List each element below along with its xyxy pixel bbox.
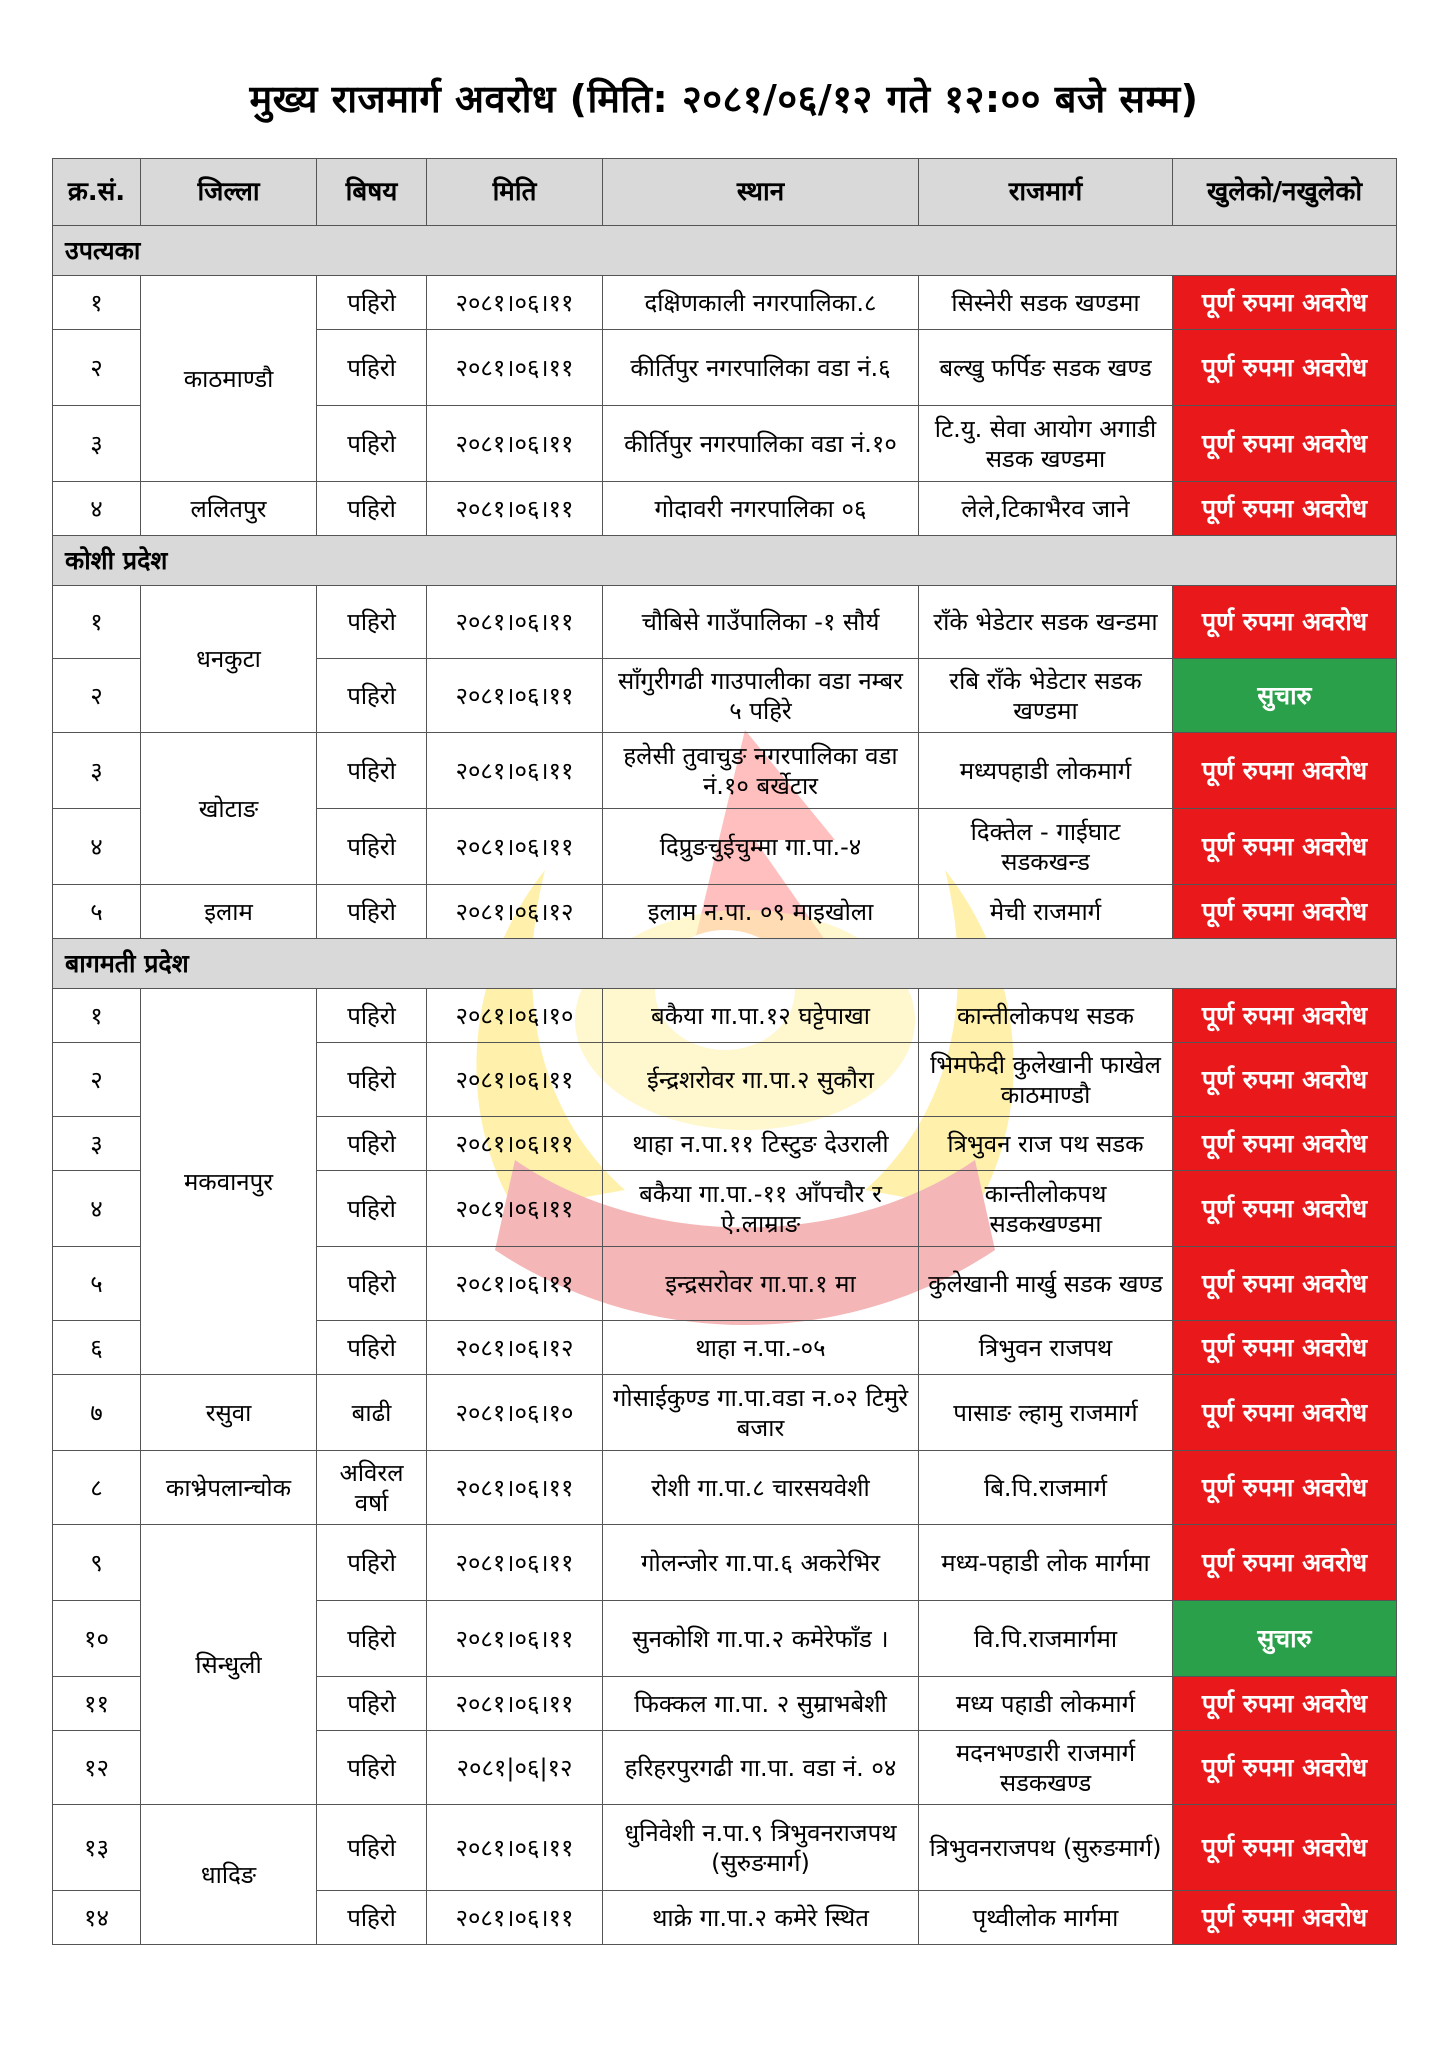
cell-subject: पहिरो <box>317 482 427 536</box>
cell-subject: पहिरो <box>317 1525 427 1601</box>
cell-date: २०८१।०६।११ <box>427 1117 603 1171</box>
highway-obstruction-table <box>52 158 1397 1945</box>
cell-district: काठमाण्डौ <box>141 276 317 482</box>
section-row <box>53 226 1397 276</box>
status-badge: पूर्ण रुपमा अवरोध <box>1173 482 1397 536</box>
cell-subject: पहिरो <box>317 1677 427 1731</box>
table-row <box>53 586 1397 659</box>
section-title: कोशी प्रदेश <box>53 536 1397 586</box>
cell-place: कीर्तिपुर नगरपालिका वडा नं.१० <box>603 406 919 482</box>
cell-place: इलाम न.पा. ०९ माइखोला <box>603 885 919 939</box>
cell-date: २०८१।०६।११ <box>427 1525 603 1601</box>
table-row <box>53 989 1397 1043</box>
cell-sn: ६ <box>53 1321 141 1375</box>
cell-district: इलाम <box>141 885 317 939</box>
cell-date: २०८१।०६।११ <box>427 330 603 406</box>
cell-date: २०८१।०६।११ <box>427 1247 603 1321</box>
table-row <box>53 733 1397 809</box>
status-badge: पूर्ण रुपमा अवरोध <box>1173 276 1397 330</box>
table-row <box>53 276 1397 330</box>
cell-place: साँगुरीगढी गाउपालीका वडा नम्बर ५ पहिरे <box>603 659 919 733</box>
cell-subject: पहिरो <box>317 586 427 659</box>
col-header-date: मिति <box>427 159 603 226</box>
cell-place: थाक्रे गा.पा.२ कमेरे स्थित <box>603 1891 919 1945</box>
status-badge: पूर्ण रुपमा अवरोध <box>1173 733 1397 809</box>
cell-highway: मेची राजमार्ग <box>919 885 1173 939</box>
status-badge: पूर्ण रुपमा अवरोध <box>1173 1247 1397 1321</box>
cell-subject: पहिरो <box>317 1321 427 1375</box>
cell-date: २०८१।०६।११ <box>427 1043 603 1117</box>
cell-place: सुनकोशि गा.पा.२ कमेरेफाँड । <box>603 1601 919 1677</box>
table-row <box>53 1451 1397 1525</box>
cell-district: सिन्धुली <box>141 1525 317 1805</box>
cell-date: २०८१।०६।१० <box>427 989 603 1043</box>
cell-highway: सिस्नेरी सडक खण्डमा <box>919 276 1173 330</box>
cell-date: २०८१।०६।११ <box>427 1891 603 1945</box>
cell-subject: पहिरो <box>317 659 427 733</box>
cell-place: दक्षिणकाली नगरपालिका.८ <box>603 276 919 330</box>
status-badge: पूर्ण रुपमा अवरोध <box>1173 1891 1397 1945</box>
cell-sn: १ <box>53 276 141 330</box>
cell-place: गोसाईकुण्ड गा.पा.वडा न.०२ टिमुरे बजार <box>603 1375 919 1451</box>
cell-date: २०८१।०६।११ <box>427 586 603 659</box>
cell-highway: रबि राँके भेडेटार सडक खण्डमा <box>919 659 1173 733</box>
status-badge: पूर्ण रुपमा अवरोध <box>1173 406 1397 482</box>
status-badge: सुचारु <box>1173 1601 1397 1677</box>
status-badge: पूर्ण रुपमा अवरोध <box>1173 1117 1397 1171</box>
cell-sn: १ <box>53 586 141 659</box>
cell-sn: ४ <box>53 809 141 885</box>
cell-subject: पहिरो <box>317 1043 427 1117</box>
cell-date: २०८१।०६।११ <box>427 1601 603 1677</box>
cell-district: मकवानपुर <box>141 989 317 1375</box>
col-header-highway: राजमार्ग <box>919 159 1173 226</box>
cell-date: २०८१।०६।११ <box>427 733 603 809</box>
cell-sn: २ <box>53 659 141 733</box>
cell-date: २०८१।०६।११ <box>427 482 603 536</box>
cell-subject: पहिरो <box>317 733 427 809</box>
status-badge: पूर्ण रुपमा अवरोध <box>1173 885 1397 939</box>
cell-place: बकैया गा.पा.१२ घट्टेपाखा <box>603 989 919 1043</box>
cell-highway: भिमफेदी कुलेखानी फाखेल काठमाण्डौ <box>919 1043 1173 1117</box>
cell-place: हलेसी तुवाचुङ नगरपालिका वडा नं.१० बर्खेटार <box>603 733 919 809</box>
cell-place: धुनिवेशी न.पा.९ त्रिभुवनराजपथ (सुरुङमार्ग) <box>603 1805 919 1891</box>
cell-date: २०८१।०६।११ <box>427 1805 603 1891</box>
cell-district: ललितपुर <box>141 482 317 536</box>
cell-place: गोदावरी नगरपालिका ०६ <box>603 482 919 536</box>
table-row <box>53 1375 1397 1451</box>
cell-district: काभ्रेपलान्चोक <box>141 1451 317 1525</box>
col-header-place: स्थान <box>603 159 919 226</box>
cell-highway: राँके भेडेटार सडक खन्डमा <box>919 586 1173 659</box>
cell-sn: २ <box>53 330 141 406</box>
cell-place: ईन्द्रशरोवर गा.पा.२ सुकौरा <box>603 1043 919 1117</box>
cell-highway: लेले,टिकाभैरव जाने <box>919 482 1173 536</box>
status-badge: पूर्ण रुपमा अवरोध <box>1173 1451 1397 1525</box>
cell-sn: ४ <box>53 1171 141 1247</box>
cell-highway: बल्खु फर्पिङ सडक खण्ड <box>919 330 1173 406</box>
cell-highway: त्रिभुवन राज पथ सडक <box>919 1117 1173 1171</box>
cell-place: फिक्कल गा.पा. २ सुम्राभबेशी <box>603 1677 919 1731</box>
cell-highway: दिक्तेल - गाईघाट सडकखन्ड <box>919 809 1173 885</box>
cell-sn: ३ <box>53 1117 141 1171</box>
cell-sn: ७ <box>53 1375 141 1451</box>
cell-sn: १३ <box>53 1805 141 1891</box>
cell-sn: ३ <box>53 406 141 482</box>
cell-subject: पहिरो <box>317 1891 427 1945</box>
cell-sn: ११ <box>53 1677 141 1731</box>
cell-subject: पहिरो <box>317 885 427 939</box>
cell-district: खोटाङ <box>141 733 317 885</box>
status-badge: पूर्ण रुपमा अवरोध <box>1173 1525 1397 1601</box>
section-row <box>53 536 1397 586</box>
cell-highway: मध्य-पहाडी लोक मार्गमा <box>919 1525 1173 1601</box>
cell-subject: पहिरो <box>317 1171 427 1247</box>
cell-place: चौबिसे गाउँपालिका -१ सौर्य <box>603 586 919 659</box>
section-title: उपत्यका <box>53 226 1397 276</box>
cell-date: २०८१।०६।११ <box>427 1171 603 1247</box>
cell-sn: २ <box>53 1043 141 1117</box>
section-row <box>53 939 1397 989</box>
cell-place: थाहा न.पा.-०५ <box>603 1321 919 1375</box>
status-badge: पूर्ण रुपमा अवरोध <box>1173 989 1397 1043</box>
cell-sn: ५ <box>53 1247 141 1321</box>
cell-place: रोशी गा.पा.८ चारसयवेशी <box>603 1451 919 1525</box>
status-badge: पूर्ण रुपमा अवरोध <box>1173 1375 1397 1451</box>
status-badge: पूर्ण रुपमा अवरोध <box>1173 1731 1397 1805</box>
cell-highway: पृथ्वीलोक मार्गमा <box>919 1891 1173 1945</box>
status-badge: पूर्ण रुपमा अवरोध <box>1173 1043 1397 1117</box>
col-header-status: खुलेको/नखुलेको <box>1173 159 1397 226</box>
status-badge: पूर्ण रुपमा अवरोध <box>1173 1321 1397 1375</box>
cell-subject: पहिरो <box>317 809 427 885</box>
cell-sn: ८ <box>53 1451 141 1525</box>
cell-highway: बि.पि.राजमार्ग <box>919 1451 1173 1525</box>
cell-date: २०८१|०६|१२ <box>427 1731 603 1805</box>
status-badge: पूर्ण रुपमा अवरोध <box>1173 1171 1397 1247</box>
cell-highway: मध्य पहाडी लोकमार्ग <box>919 1677 1173 1731</box>
cell-subject: पहिरो <box>317 989 427 1043</box>
cell-subject: पहिरो <box>317 330 427 406</box>
cell-highway: कान्तीलोकपथ सडकखण्डमा <box>919 1171 1173 1247</box>
cell-sn: १ <box>53 989 141 1043</box>
cell-date: २०८१।०६।१० <box>427 1375 603 1451</box>
cell-highway: मध्यपहाडी लोकमार्ग <box>919 733 1173 809</box>
cell-highway: मदनभण्डारी राजमार्ग सडकखण्ड <box>919 1731 1173 1805</box>
table-header-row <box>53 159 1397 226</box>
cell-place: दिप्रुङचुईचुम्मा गा.पा.-४ <box>603 809 919 885</box>
table-body <box>53 226 1397 1945</box>
cell-subject: पहिरो <box>317 1805 427 1891</box>
cell-subject: पहिरो <box>317 1247 427 1321</box>
cell-date: २०८१।०६।१२ <box>427 1321 603 1375</box>
cell-highway: कान्तीलोकपथ सडक <box>919 989 1173 1043</box>
status-badge: पूर्ण रुपमा अवरोध <box>1173 330 1397 406</box>
status-badge: सुचारु <box>1173 659 1397 733</box>
cell-date: २०८१।०६।११ <box>427 1677 603 1731</box>
cell-place: गोलन्जोर गा.पा.६ अकरेभिर <box>603 1525 919 1601</box>
status-badge: पूर्ण रुपमा अवरोध <box>1173 1805 1397 1891</box>
cell-sn: १२ <box>53 1731 141 1805</box>
cell-highway: त्रिभुवनराजपथ (सुरुङमार्ग) <box>919 1805 1173 1891</box>
status-badge: पूर्ण रुपमा अवरोध <box>1173 1677 1397 1731</box>
cell-place: हरिहरपुरगढी गा.पा. वडा नं. ०४ <box>603 1731 919 1805</box>
cell-sn: १४ <box>53 1891 141 1945</box>
cell-highway: वि.पि.राजमार्गमा <box>919 1601 1173 1677</box>
cell-date: २०८१।०६।११ <box>427 659 603 733</box>
cell-subject: पहिरो <box>317 1601 427 1677</box>
cell-place: इन्द्रसरोवर गा.पा.१ मा <box>603 1247 919 1321</box>
section-title: बागमती प्रदेश <box>53 939 1397 989</box>
col-header-sn: क्र.सं. <box>53 159 141 226</box>
cell-place: कीर्तिपुर नगरपालिका वडा नं.६ <box>603 330 919 406</box>
cell-subject: पहिरो <box>317 406 427 482</box>
cell-date: २०८१।०६।११ <box>427 276 603 330</box>
cell-subject: पहिरो <box>317 1117 427 1171</box>
cell-highway: त्रिभुवन राजपथ <box>919 1321 1173 1375</box>
cell-sn: ४ <box>53 482 141 536</box>
cell-date: २०८१।०६।१२ <box>427 885 603 939</box>
cell-date: २०८१।०६।११ <box>427 809 603 885</box>
cell-subject: पहिरो <box>317 276 427 330</box>
cell-date: २०८१।०६।११ <box>427 1451 603 1525</box>
table-row <box>53 1805 1397 1891</box>
cell-sn: १० <box>53 1601 141 1677</box>
cell-place: थाहा न.पा.११ टिस्टुङ देउराली <box>603 1117 919 1171</box>
cell-highway: पासाङ ल्हामु राजमार्ग <box>919 1375 1173 1451</box>
cell-district: धनकुटा <box>141 586 317 733</box>
cell-place: बकैया गा.पा.-११ आँपचौर र ऐ.लाम्राङ <box>603 1171 919 1247</box>
cell-sn: ३ <box>53 733 141 809</box>
table-row <box>53 885 1397 939</box>
col-header-district: जिल्ला <box>141 159 317 226</box>
cell-district: धादिङ <box>141 1805 317 1945</box>
table-row <box>53 1525 1397 1601</box>
cell-highway: कुलेखानी मार्खु सडक खण्ड <box>919 1247 1173 1321</box>
cell-sn: ५ <box>53 885 141 939</box>
cell-subject: बाढी <box>317 1375 427 1451</box>
cell-subject: पहिरो <box>317 1731 427 1805</box>
cell-highway: टि.यु. सेवा आयोग अगाडी सडक खण्डमा <box>919 406 1173 482</box>
status-badge: पूर्ण रुपमा अवरोध <box>1173 809 1397 885</box>
status-badge: पूर्ण रुपमा अवरोध <box>1173 586 1397 659</box>
cell-date: २०८१।०६।११ <box>427 406 603 482</box>
cell-subject: अविरल वर्षा <box>317 1451 427 1525</box>
page-title: मुख्य राजमार्ग अवरोध (मिति: २०८१/०६/१२ गते १२:०० बजे सम्म) <box>249 77 1199 121</box>
col-header-subject: बिषय <box>317 159 427 226</box>
cell-district: रसुवा <box>141 1375 317 1451</box>
cell-sn: ९ <box>53 1525 141 1601</box>
table-row <box>53 482 1397 536</box>
